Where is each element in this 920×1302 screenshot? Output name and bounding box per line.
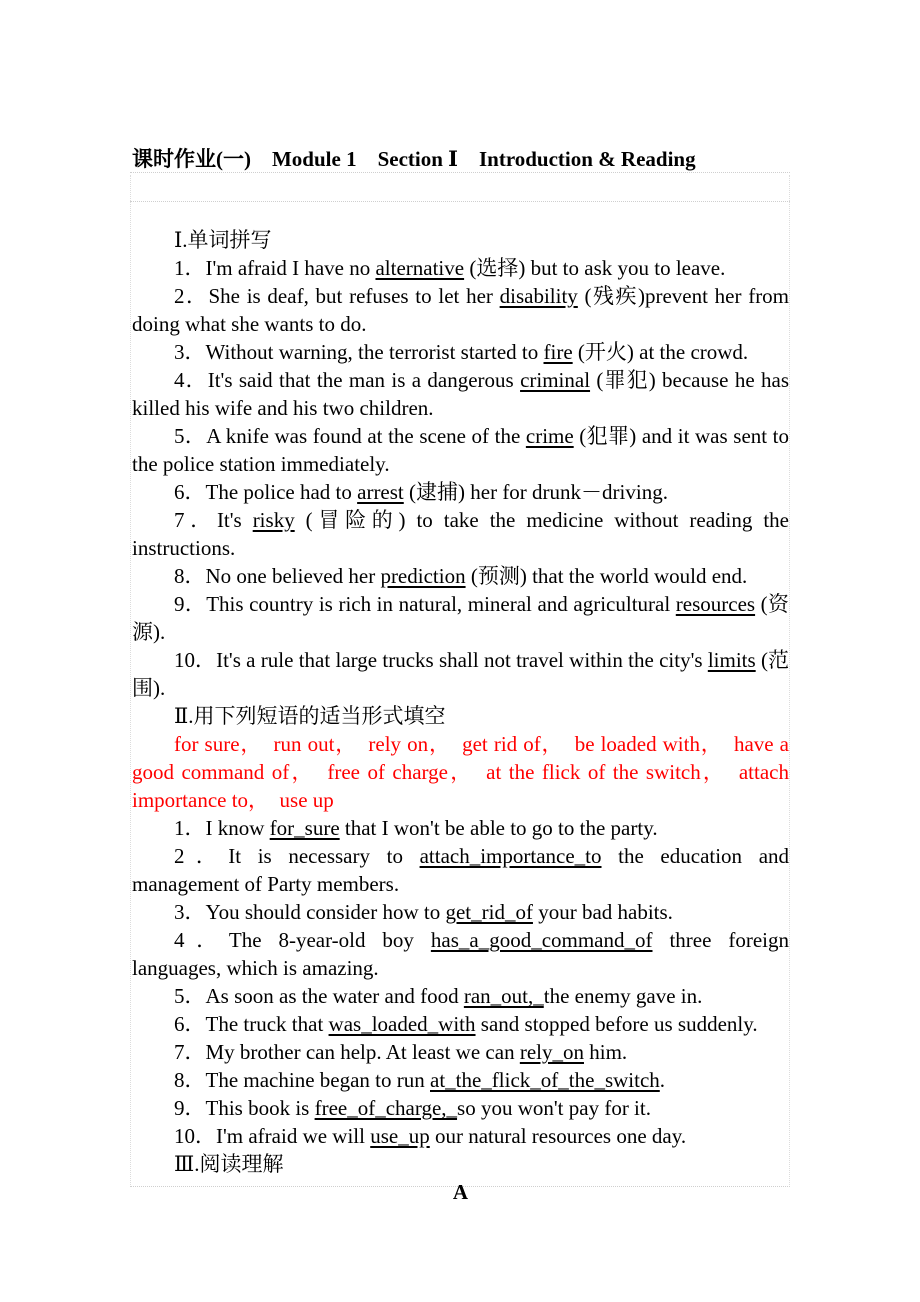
question-item — [132, 842, 789, 898]
question-item — [132, 282, 789, 338]
question-number: 10． — [174, 1124, 216, 1148]
question-number: 8． — [174, 1068, 206, 1092]
answer-blank: rely_on — [519, 1040, 584, 1064]
question-number: 5． — [174, 424, 207, 448]
question-text: (范围). — [132, 648, 789, 700]
question-number: 8． — [174, 564, 206, 588]
question-text: No one believed her — [205, 564, 381, 588]
question-text: Without warning, the terrorist started to — [205, 340, 544, 364]
question-text: It's — [216, 508, 253, 532]
question-item — [132, 898, 789, 926]
question-text: (逮捕) her for drunk－driving. — [403, 480, 668, 504]
question-item — [132, 1094, 789, 1122]
answer-blank: arrest — [357, 480, 404, 504]
page-title: 课时作业(一) Module 1 Section Ⅰ Introduction & Reading — [132, 147, 696, 171]
question-item — [132, 254, 789, 282]
answer-blank: attach_importance_to — [419, 844, 602, 868]
question-text: (残疾)prevent her from doing what she wants to do. — [132, 284, 790, 336]
question-number: 3． — [174, 900, 206, 924]
passage-label: A — [452, 1180, 469, 1204]
section-heading-1: Ⅰ.单词拼写 — [174, 228, 272, 252]
answer-blank: get_rid_of — [445, 900, 533, 924]
question-text: . — [659, 1068, 666, 1092]
question-text: I'm afraid I have no — [205, 256, 376, 280]
answer-blank: alternative — [375, 256, 465, 280]
question-text: (选择) but to ask you to leave. — [464, 256, 726, 280]
section-heading-3: Ⅲ.阅读理解 — [174, 1152, 284, 1176]
question-item — [132, 562, 789, 590]
question-text: so you won't pay for it. — [457, 1096, 651, 1120]
question-text: (犯罪) and it was sent to the police station immediately. — [132, 424, 790, 476]
question-text: (冒险的) to take the medicine without reading the instructions. — [132, 508, 789, 560]
question-number: 1． — [174, 816, 206, 840]
question-number: 9． — [174, 592, 207, 616]
question-number: 10． — [174, 648, 217, 672]
question-text: It's a rule that large trucks shall not travel within the city's — [216, 648, 708, 672]
question-item — [132, 590, 789, 646]
answer-blank: criminal — [520, 368, 591, 392]
question-item — [132, 422, 789, 478]
answer-blank: has_a_good_command_of — [430, 928, 653, 952]
question-text: The 8-year-old boy — [228, 928, 431, 952]
question-number: 5． — [174, 984, 206, 1008]
question-text: The truck that — [205, 1012, 329, 1036]
answer-blank: ran_out,_ — [463, 984, 544, 1008]
question-item — [132, 1122, 789, 1150]
question-number: 6． — [174, 480, 206, 504]
question-text: that I won't be able to go to the party. — [339, 816, 658, 840]
question-number: 9． — [174, 1096, 206, 1120]
worksheet-body — [132, 226, 789, 1206]
question-text: It's said that the man is a dangerous — [207, 368, 521, 392]
section-heading-2: Ⅱ.用下列短语的适当形式填空 — [174, 704, 446, 728]
question-text: your bad habits. — [532, 900, 673, 924]
phrase-bank: for sure， run out， rely on， get rid of， be loaded with， have a good command of， free of charge， at the flick of the switch， attach importance to， use up — [132, 732, 789, 812]
answer-blank: free_of_charge,_ — [314, 1096, 458, 1120]
question-text: The machine began to run — [205, 1068, 430, 1092]
question-number: 2． — [174, 284, 209, 308]
question-item — [132, 1038, 789, 1066]
answer-blank: prediction — [380, 564, 466, 588]
question-text: three foreign languages, which is amazing. — [132, 928, 789, 980]
question-text: the enemy gave in. — [543, 984, 703, 1008]
question-text: the education and management of Party members. — [132, 844, 790, 896]
question-item — [132, 1010, 789, 1038]
question-number: 3． — [174, 340, 206, 364]
question-text: sand stopped before us suddenly. — [475, 1012, 758, 1036]
spelling-list — [132, 254, 789, 702]
question-number: 6． — [174, 1012, 206, 1036]
question-text: (罪犯) because he has killed his wife and his two children. — [132, 368, 790, 420]
answer-blank: at_the_flick_of_the_switch — [430, 1068, 660, 1092]
answer-blank: limits — [707, 648, 756, 672]
question-text: I'm afraid we will — [216, 1124, 371, 1148]
question-text: (预测) that the world would end. — [465, 564, 748, 588]
question-item — [132, 366, 789, 422]
phrase-fill-list — [132, 814, 789, 1150]
margin-guide — [130, 175, 131, 1185]
question-item — [132, 926, 789, 982]
answer-blank: crime — [525, 424, 574, 448]
question-item — [132, 982, 789, 1010]
question-text: My brother can help. At least we can — [205, 1040, 520, 1064]
question-text: A knife was found at the scene of the — [206, 424, 526, 448]
answer-blank: was_loaded_with — [328, 1012, 476, 1036]
question-number: 1． — [174, 256, 206, 280]
question-text: our natural resources one day. — [429, 1124, 687, 1148]
answer-blank: use_up — [370, 1124, 430, 1148]
question-number: 2． — [174, 844, 229, 868]
margin-guide — [789, 175, 790, 1185]
question-text: (资源). — [132, 592, 790, 644]
question-item — [132, 338, 789, 366]
question-text: It is necessary to — [228, 844, 420, 868]
divider — [130, 201, 790, 202]
answer-blank: for_sure — [269, 816, 340, 840]
question-text: This country is rich in natural, mineral and agricultural — [206, 592, 676, 616]
question-text: She is deaf, but refuses to let her — [208, 284, 500, 308]
question-text: As soon as the water and food — [205, 984, 464, 1008]
question-number: 7． — [174, 1040, 206, 1064]
question-item — [132, 478, 789, 506]
question-item — [132, 646, 789, 702]
question-item — [132, 1066, 789, 1094]
divider — [130, 172, 790, 173]
question-text: I know — [205, 816, 270, 840]
answer-blank: fire — [543, 340, 573, 364]
question-number: 7． — [174, 508, 217, 532]
answer-blank: disability — [499, 284, 578, 308]
question-item — [132, 506, 789, 562]
question-text: The police had to — [205, 480, 358, 504]
answer-blank: resources — [675, 592, 756, 616]
question-item — [132, 814, 789, 842]
question-number: 4． — [174, 928, 229, 952]
question-text: him. — [583, 1040, 628, 1064]
question-number: 4． — [174, 368, 208, 392]
question-text: This book is — [205, 1096, 315, 1120]
question-text: (开火) at the crowd. — [572, 340, 749, 364]
answer-blank: risky — [252, 508, 295, 532]
question-text: You should consider how to — [205, 900, 446, 924]
